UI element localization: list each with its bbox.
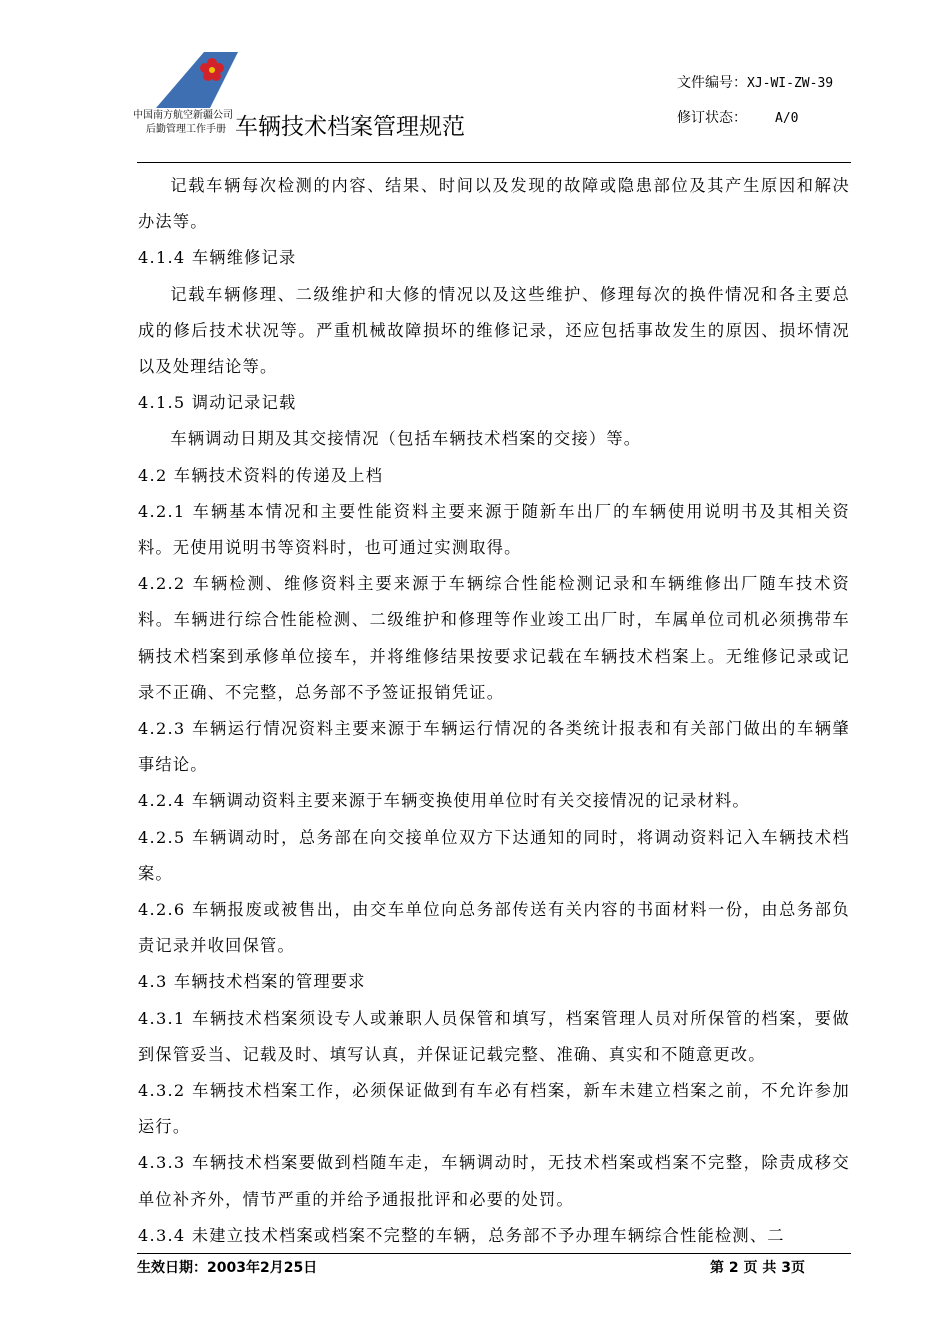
paragraph: 记载车辆修理、二级维护和大修的情况以及这些维护、修理每次的换件情况和各主要总成的修后技术状况等。严重机械故障损坏的维修记录，还应包括事故发生的原因、损坏情况以及处理结论等。 — [138, 284, 850, 377]
section-heading: 4.1.5 调动记录记载 — [138, 393, 297, 413]
revision-label: 修订状态： — [677, 110, 747, 126]
airline-logo — [156, 52, 238, 108]
paragraph: 4.2.3 车辆运行情况资料主要来源于车辆运行情况的各类统计报表和有关部门做出的车辆肇事结论。 — [138, 719, 850, 775]
paragraph: 4.2.5 车辆调动时，总务部在向交接单位双方下达通知的同时，将调动资料记入车辆技术档案。 — [138, 827, 850, 883]
paragraph: 4.3.3 车辆技术档案要做到档随车走，车辆调动时，无技术档案或档案不完整，除责成移交单位补齐外，情节严重的并给予通报批评和必要的处罚。 — [138, 1153, 850, 1209]
section-heading: 4.3 车辆技术档案的管理要求 — [138, 972, 366, 992]
document-title: 车辆技术档案管理规范 — [235, 114, 465, 140]
revision-value: A/0 — [775, 111, 799, 126]
section-heading: 4.1.4 车辆维修记录 — [138, 248, 297, 268]
paragraph: 4.2.1 车辆基本情况和主要性能资料主要来源于随新车出厂的车辆使用说明书及其相关资料。无使用说明书等资料时，也可通过实测取得。 — [138, 501, 850, 558]
paragraph: 4.3.2 车辆技术档案工作，必须保证做到有车必有档案，新车未建立档案之前，不允许参加运行。 — [138, 1081, 850, 1137]
paragraph: 4.3.1 车辆技术档案须设专人或兼职人员保管和填写，档案管理人员对所保管的档案，要做到保管妥当、记载及时、填写认真，并保证记载完整、准确、真实和不随意更改。 — [138, 1008, 850, 1064]
manual-name: 后勤管理工作手册 — [146, 124, 226, 135]
doc-number-label: 文件编号： — [677, 75, 747, 91]
paragraph: 4.3.4 未建立技术档案或档案不完整的车辆，总务部不予办理车辆综合性能检测、二 — [138, 1225, 785, 1245]
header-divider — [137, 162, 851, 163]
page-number: 第 2 页 共 3页 — [710, 1260, 805, 1276]
logo-tail-fin — [156, 52, 238, 108]
doc-number-value: XJ-WI-ZW-39 — [747, 76, 834, 91]
doc-number — [677, 72, 833, 92]
effective-date: 生效日期：2003年2月25日 — [137, 1260, 318, 1276]
paragraph: 4.2.4 车辆调动资料主要来源于车辆变换使用单位时有关交接情况的记录材料。 — [138, 791, 750, 811]
revision-status — [677, 107, 798, 127]
paragraph: 记载车辆每次检测的内容、结果、时间以及发现的故障或隐患部位及其产生原因和解决办法等。 — [138, 176, 850, 232]
paragraph: 车辆调动日期及其交接情况（包括车辆技术档案的交接）等。 — [170, 429, 642, 449]
section-heading: 4.2 车辆技术资料的传递及上档 — [138, 465, 384, 485]
company-name: 中国南方航空新疆公司 — [133, 110, 233, 121]
paragraph: 4.2.2 车辆检测、维修资料主要来源于车辆综合性能检测记录和车辆维修出厂随车技术资料。车辆进行综合性能检测、二级维护和修理等作业竣工出厂时，车属单位司机必须携带车辆技术档案到承修单位接车，并将维修结果按要求记载在车辆技术档案上。无维修记录或记录不正确、不完整，总务部不予签证报销凭证。 — [138, 574, 850, 702]
paragraph: 4.2.6 车辆报废或被售出，由交车单位向总务部传送有关内容的书面材料一份，由总务部负责记录并收回保管。 — [138, 900, 850, 956]
document-body — [138, 168, 850, 1254]
footer-divider — [137, 1253, 851, 1254]
